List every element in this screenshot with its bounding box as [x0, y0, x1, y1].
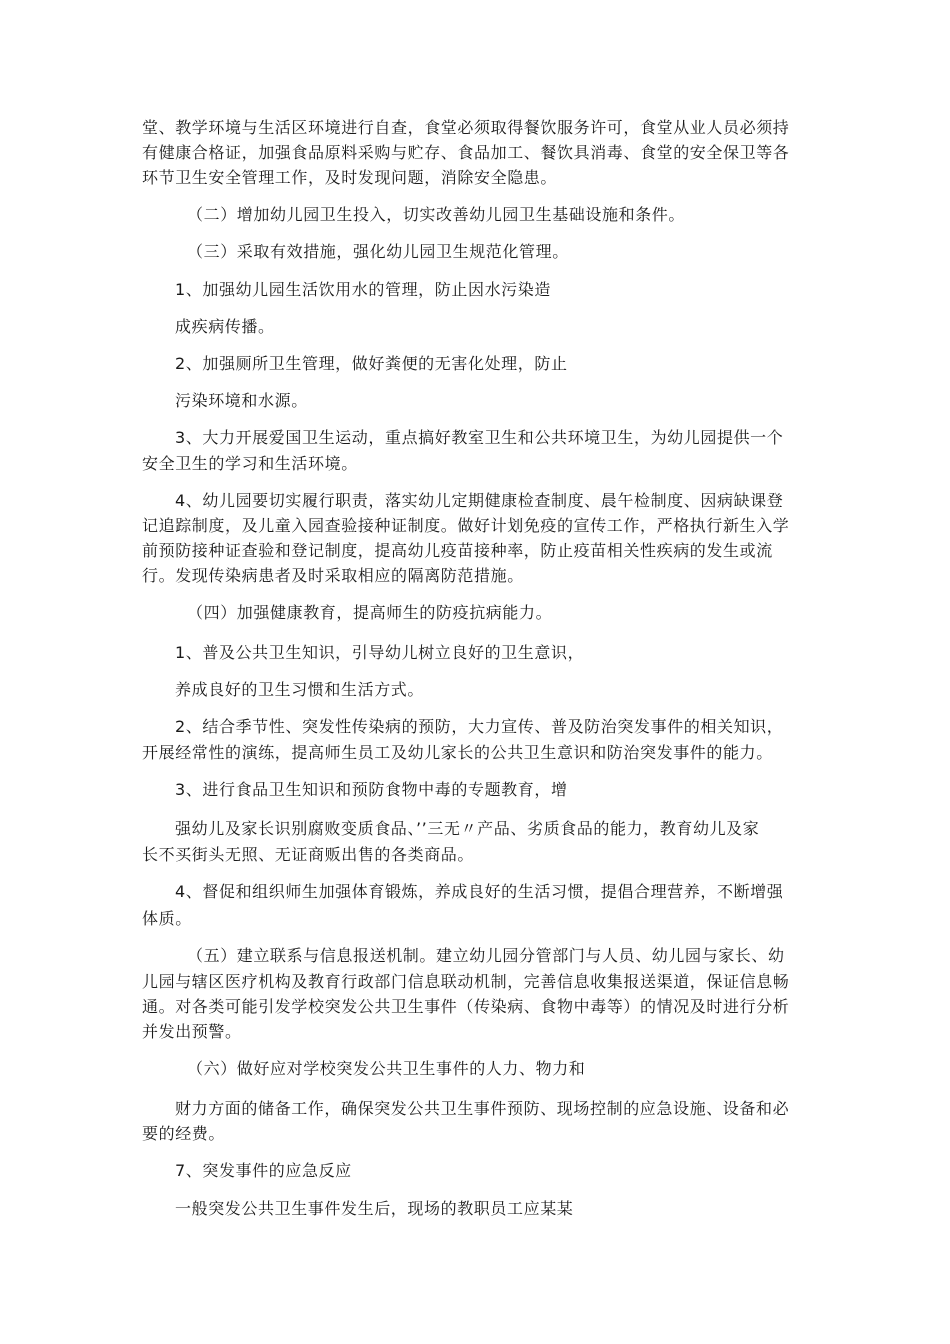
text-line: 3、进行食品卫生知识和预防食物中毒的专题教育，增	[175, 780, 568, 799]
text-line: 强幼儿及家长识别腐败变质食品、’’三无〃产品、劣质食品的能力，教育幼儿及家	[175, 819, 760, 838]
section-heading: （四）加强健康教育，提高师生的防疫抗病能力。	[187, 603, 553, 622]
text-line: 7、突发事件的应急反应	[175, 1161, 352, 1180]
text-line: 要的经费。	[142, 1124, 226, 1143]
text-line: 污染环境和水源。	[175, 391, 308, 410]
section-heading: （六）做好应对学校突发公共卫生事件的人力、物力和	[187, 1059, 586, 1078]
text-line: 养成良好的卫生习惯和生活方式。	[175, 680, 425, 699]
text-line: 一般突发公共卫生事件发生后，现场的教职员工应某某	[175, 1199, 574, 1218]
text-line: 开展经常性的演练，提高师生员工及幼儿家长的公共卫生意识和防治突发事件的能力。	[142, 743, 773, 762]
text-line: 3、大力开展爱国卫生运动，重点搞好教室卫生和公共环境卫生，为幼儿园提供一个	[175, 428, 784, 447]
text-line: 通。对各类可能引发学校突发公共卫生事件（传染病、食物中毒等）的情况及时进行分析	[142, 997, 790, 1016]
text-line: 有健康合格证，加强食品原料采购与贮存、食品加工、餐饮具消毒、食堂的安全保卫等各	[142, 143, 790, 162]
text-line: 前预防接种证查验和登记制度，提高幼儿疫苗接种率，防止疫苗相关性疾病的发生或流	[142, 541, 773, 560]
text-line: 财力方面的储备工作，确保突发公共卫生事件预防、现场控制的应急设施、设备和必	[175, 1099, 790, 1118]
text-line: 4、幼儿园要切实履行职责，落实幼儿定期健康检查制度、晨午检制度、因病缺课登	[175, 491, 784, 510]
text-line: 2、结合季节性、突发性传染病的预防，大力宣传、普及防治突发事件的相关知识，	[175, 717, 784, 736]
text-line: 体质。	[142, 909, 192, 928]
section-heading: （二）增加幼儿园卫生投入，切实改善幼儿园卫生基础设施和条件。	[187, 205, 686, 224]
text-line: 并发出预警。	[142, 1022, 242, 1041]
text-line: 成疾病传播。	[175, 317, 275, 336]
text-line: 儿园与辖区医疗机构及教育行政部门信息联动机制，完善信息收集报送渠道，保证信息畅	[142, 972, 790, 991]
section-heading: （三）采取有效措施，强化幼儿园卫生规范化管理。	[187, 242, 569, 261]
text-line: 1、普及公共卫生知识，引导幼儿树立良好的卫生意识，	[175, 643, 585, 662]
text-line: 记追踪制度，及儿童入园查验接种证制度。做好计划免疫的宣传工作，严格执行新生入学	[142, 516, 790, 535]
text-line: 堂、教学环境与生活区环境进行自查，食堂必须取得餐饮服务许可，食堂从业人员必须持	[142, 118, 790, 137]
text-line: 4、督促和组织师生加强体育锻炼，养成良好的生活习惯，提倡合理营养，不断增强	[175, 882, 784, 901]
text-line: 行。发现传染病患者及时采取相应的隔离防范措施。	[142, 566, 524, 585]
text-line: 2、加强厕所卫生管理，做好粪便的无害化处理，防止	[175, 354, 568, 373]
text-line: 环节卫生安全管理工作，及时发现问题，消除安全隐患。	[142, 168, 558, 187]
section-heading: （五）建立联系与信息报送机制。建立幼儿园分管部门与人员、幼儿园与家长、幼	[187, 946, 785, 965]
text-line: 长不买街头无照、无证商贩出售的各类商品。	[142, 845, 475, 864]
text-line: 安全卫生的学习和生活环境。	[142, 454, 358, 473]
text-line: 1、加强幼儿园生活饮用水的管理，防止因水污染造	[175, 280, 551, 299]
